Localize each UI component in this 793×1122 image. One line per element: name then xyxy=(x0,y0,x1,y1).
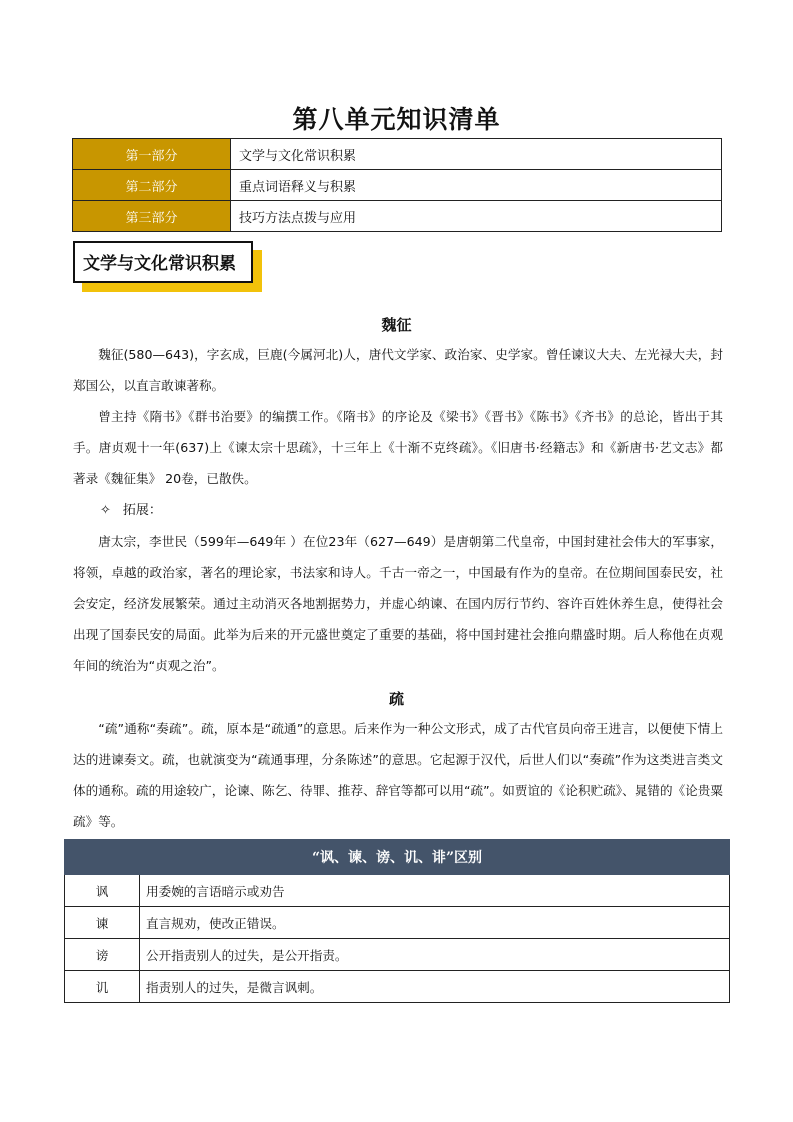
weizheng-heading: 魏征 xyxy=(381,316,412,334)
part-value: 文学与文化常识积累 xyxy=(231,139,722,170)
difference-table xyxy=(64,839,730,1003)
extension-label: 拓展： xyxy=(122,503,162,518)
part-label: 第三部分 xyxy=(73,201,231,232)
table-row xyxy=(73,201,722,232)
page-title: 第八单元知识清单 xyxy=(292,105,501,134)
table-row xyxy=(65,971,730,1003)
table-cell-char: 谏 xyxy=(65,907,140,939)
parts-table xyxy=(72,138,722,232)
table-row xyxy=(65,907,730,939)
part-value: 重点词语释义与积累 xyxy=(231,170,722,201)
extension-paragraph: 唐太宗，李世民（599年—649年 ）在位23年（627—649）是唐朝第二代皇帝，中国封建社会伟大的军事家，将领，卓越的政治家，著名的理论家，书法家和诗人。千古一帝之一，中国最有作为的皇帝。在位期间国泰民安，社会安定，经济发展繁荣。通过主动消灭各地割据势力，并虚心纳谏、在国内厉行节约、容许百姓休养生息，使得社会出现了国泰民安的局面。此举为后来的开元盛世奠定了重要的基础，将中国封建社会推向鼎盛时期。后人称他在贞观年间的统治为“贞观之治”。 xyxy=(73,534,723,673)
table-cell-char: 讽 xyxy=(65,875,140,907)
table-cell-explain: 公开指责别人的过失，是公开指责。 xyxy=(140,939,730,971)
shu-heading: 疏 xyxy=(388,690,404,708)
table-cell-explain: 指责别人的过失，是微言讽刺。 xyxy=(140,971,730,1003)
table-cell-char: 讥 xyxy=(65,971,140,1003)
table-header: “讽、谏、谤、讥、诽”区别 xyxy=(65,840,730,875)
part-label: 第二部分 xyxy=(73,170,231,201)
table-row xyxy=(73,139,722,170)
shu-paragraph: “疏”通称“奏疏”。疏，原本是“疏通”的意思。后来作为一种公文形式，成了古代官员向帝王进言，以便使下情上达的进谏奏文。疏，也就演变为“疏通事理，分条陈述”的意思。它起源于汉代，后世人们以“奏疏”作为这类进言类文体的通称。疏的用途较广，论谏、陈乞、待罪、推荐、辞官等都可以用“疏”。如贾谊的《论积贮疏》、晁错的《论贵粟疏》等。 xyxy=(73,721,723,829)
table-cell-explain: 直言规劝，使改正错误。 xyxy=(140,907,730,939)
extension-label-row xyxy=(100,498,162,524)
section-badge: 文学与文化常识积累 xyxy=(73,241,253,283)
table-row xyxy=(65,875,730,907)
weizheng-paragraph-2: 曾主持《隋书》《群书治要》的编撰工作。《隋书》的序论及《梁书》《晋书》《陈书》《齐书》的总论，皆出于其手。唐贞观十一年(637)上《谏太宗十思疏》，十三年上《十渐不克终疏》。《旧唐书·经籍志》和《新唐书·艺文志》都著录《魏征集》 20卷，已散佚。 xyxy=(73,409,723,486)
table-row xyxy=(73,170,722,201)
table-header-row xyxy=(65,840,730,875)
part-value: 技巧方法点拨与应用 xyxy=(231,201,722,232)
table-cell-explain: 用委婉的言语暗示或劝告 xyxy=(140,875,730,907)
table-row xyxy=(65,939,730,971)
diamond-icon: ✧ xyxy=(100,503,111,518)
part-label: 第一部分 xyxy=(73,139,231,170)
table-cell-char: 谤 xyxy=(65,939,140,971)
weizheng-paragraph-1: 魏征(580—643)，字玄成，巨鹿(今属河北)人，唐代文学家、政治家、史学家。曾任谏议大夫、左光禄大夫，封郑国公，以直言敢谏著称。 xyxy=(73,347,723,393)
